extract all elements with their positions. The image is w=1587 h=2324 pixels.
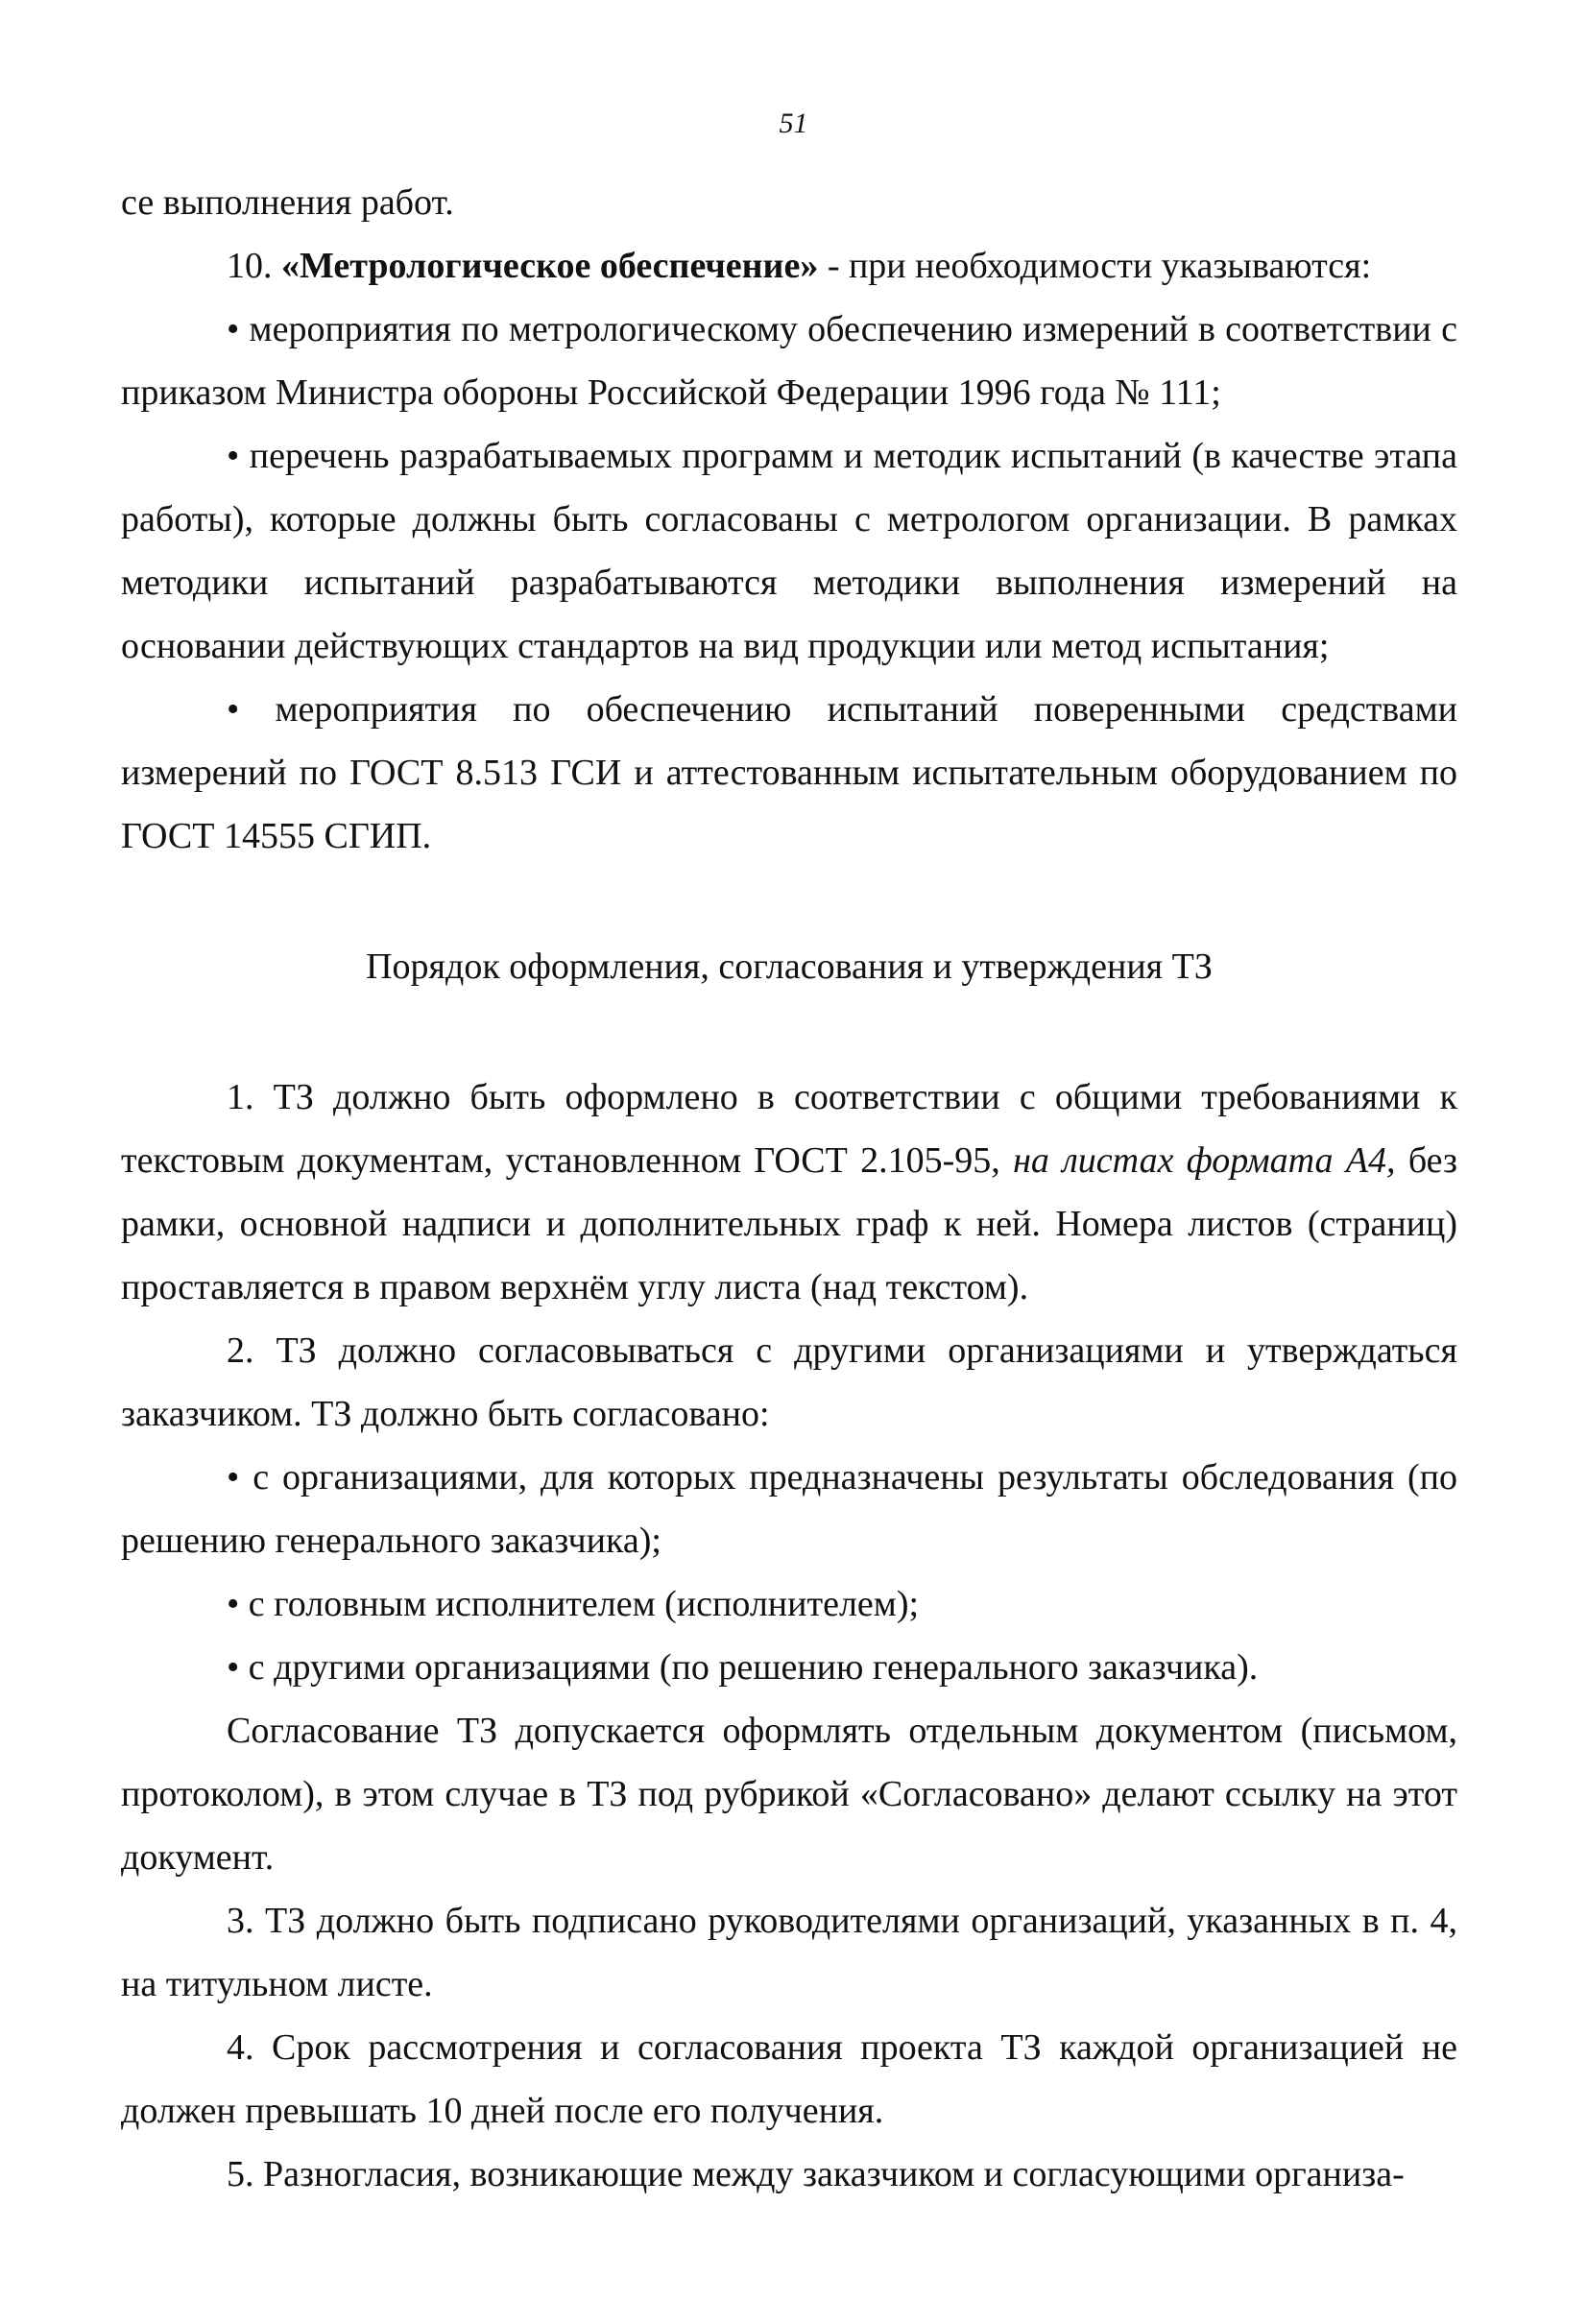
italic-text: на листах формата А4, bbox=[1013, 1140, 1396, 1181]
item-number: 10. bbox=[227, 246, 281, 286]
paragraph-item-2: 2. ТЗ должно согласовываться с другими организациями и утверждаться заказчиком. ТЗ должно быть согласовано: bbox=[121, 1330, 1457, 1434]
page-content bbox=[121, 171, 1457, 2206]
item-text: - при необходимости указываются: bbox=[818, 246, 1372, 286]
spacer bbox=[121, 868, 1457, 935]
bullet-item: • мероприятия по метрологическому обеспечению измерений в соответствии с приказом Министра обороны Российской Федерации 1996 года № 111; bbox=[121, 309, 1457, 413]
page-number: 51 bbox=[779, 108, 808, 139]
item-text: без рамки, основной надписи и дополнительных граф к ней. Номера листов (страниц) проставляется в правом верхнём углу листа (над текстом). bbox=[121, 1140, 1457, 1307]
paragraph-metrology-heading bbox=[121, 234, 1457, 298]
spacer bbox=[121, 998, 1457, 1066]
paragraph-item-1 bbox=[121, 1066, 1457, 1319]
bullet-item: • с другими организациями (по решению генерального заказчика). bbox=[227, 1647, 1259, 1688]
bold-term: «Метрологическое обеспечение» bbox=[281, 246, 819, 286]
section-heading: Порядок оформления, согласования и утверждения ТЗ bbox=[366, 946, 1213, 987]
paragraph-item-4: 4. Срок рассмотрения и согласования проекта ТЗ каждой организацией не должен превышать 10 дней после его получения. bbox=[121, 2027, 1457, 2131]
item-text: 1. ТЗ должно быть оформлено в соответствии с общими требованиями к текстовым документам, установленном ГОСТ 2.105-95, bbox=[121, 1077, 1457, 1181]
paragraph-agreement: Согласование ТЗ допускается оформлять отдельным документом (письмом, протоколом), в этом случае в ТЗ под рубрикой «Согласовано» делают ссылку на этот документ. bbox=[121, 1711, 1457, 1878]
bullet-item: • с головным исполнителем (исполнителем); bbox=[227, 1584, 920, 1624]
bullet-item: • с организациями, для которых предназначены результаты обследования (по решению генерального заказчика); bbox=[121, 1457, 1457, 1561]
bullet-item: • мероприятия по обеспечению испытаний поверенными средствами измерений по ГОСТ 8.513 ГСИ и аттестованным испытательным оборудованием по ГОСТ 14555 СГИП. bbox=[121, 689, 1457, 856]
paragraph-item-5: 5. Разногласия, возникающие между заказчиком и согласующими организа- bbox=[227, 2154, 1405, 2194]
paragraph-continuation: се выполнения работ. bbox=[121, 182, 454, 223]
paragraph-item-3: 3. ТЗ должно быть подписано руководителями организаций, указанных в п. 4, на титульном листе. bbox=[121, 1901, 1457, 2004]
bullet-item: • перечень разрабатываемых программ и методик испытаний (в качестве этапа работы), которые должны быть согласованы с метрологом организации. В рамках методики испытаний разрабатываются методики выполнения измерений на основании действующих стандартов на вид продукции или метод испытания; bbox=[121, 436, 1457, 666]
